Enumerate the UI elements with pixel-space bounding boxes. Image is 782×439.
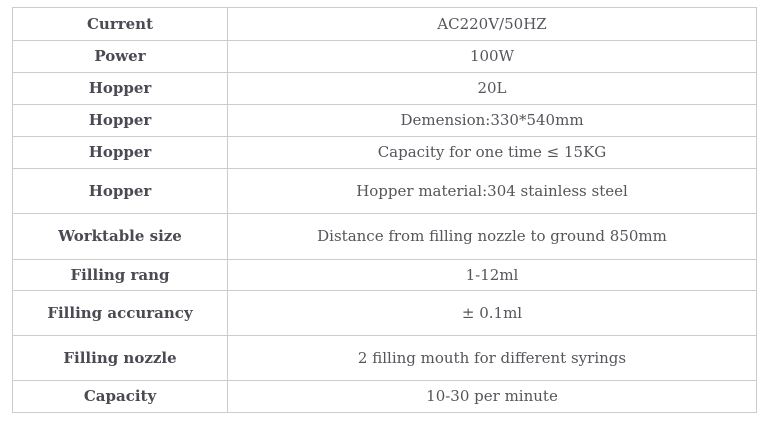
- table-row: [13, 381, 757, 413]
- spec-label: Power: [13, 41, 228, 73]
- spec-value: AC220V/50HZ: [228, 8, 757, 41]
- spec-value: Hopper material:304 stainless steel: [228, 169, 757, 214]
- spec-label: Filling nozzle: [13, 336, 228, 381]
- spec-label: Current: [13, 8, 228, 41]
- table-row: [13, 169, 757, 214]
- spec-label: Hopper: [13, 169, 228, 214]
- spec-label: Capacity: [13, 381, 228, 413]
- spec-label: Hopper: [13, 73, 228, 105]
- table-row: [13, 214, 757, 260]
- table-row: [13, 8, 757, 41]
- specification-table-container: [12, 7, 756, 413]
- spec-value: 2 filling mouth for different syrings: [228, 336, 757, 381]
- spec-label: Hopper: [13, 105, 228, 137]
- spec-label: Worktable size: [13, 214, 228, 260]
- spec-value: 10-30 per minute: [228, 381, 757, 413]
- spec-label: Filling accurancy: [13, 291, 228, 336]
- spec-value: 100W: [228, 41, 757, 73]
- spec-label: Hopper: [13, 137, 228, 169]
- spec-value: Capacity for one time ≤ 15KG: [228, 137, 757, 169]
- table-row: [13, 260, 757, 291]
- table-row: [13, 105, 757, 137]
- spec-value: ± 0.1ml: [228, 291, 757, 336]
- spec-value: Demension:330*540mm: [228, 105, 757, 137]
- spec-label: Filling rang: [13, 260, 228, 291]
- table-row: [13, 73, 757, 105]
- spec-value: 1-12ml: [228, 260, 757, 291]
- spec-value: 20L: [228, 73, 757, 105]
- specification-table: [12, 7, 757, 413]
- table-row: [13, 291, 757, 336]
- spec-value: Distance from filling nozzle to ground 850mm: [228, 214, 757, 260]
- table-row: [13, 336, 757, 381]
- specification-table-body: [13, 8, 757, 413]
- table-row: [13, 41, 757, 73]
- table-row: [13, 137, 757, 169]
